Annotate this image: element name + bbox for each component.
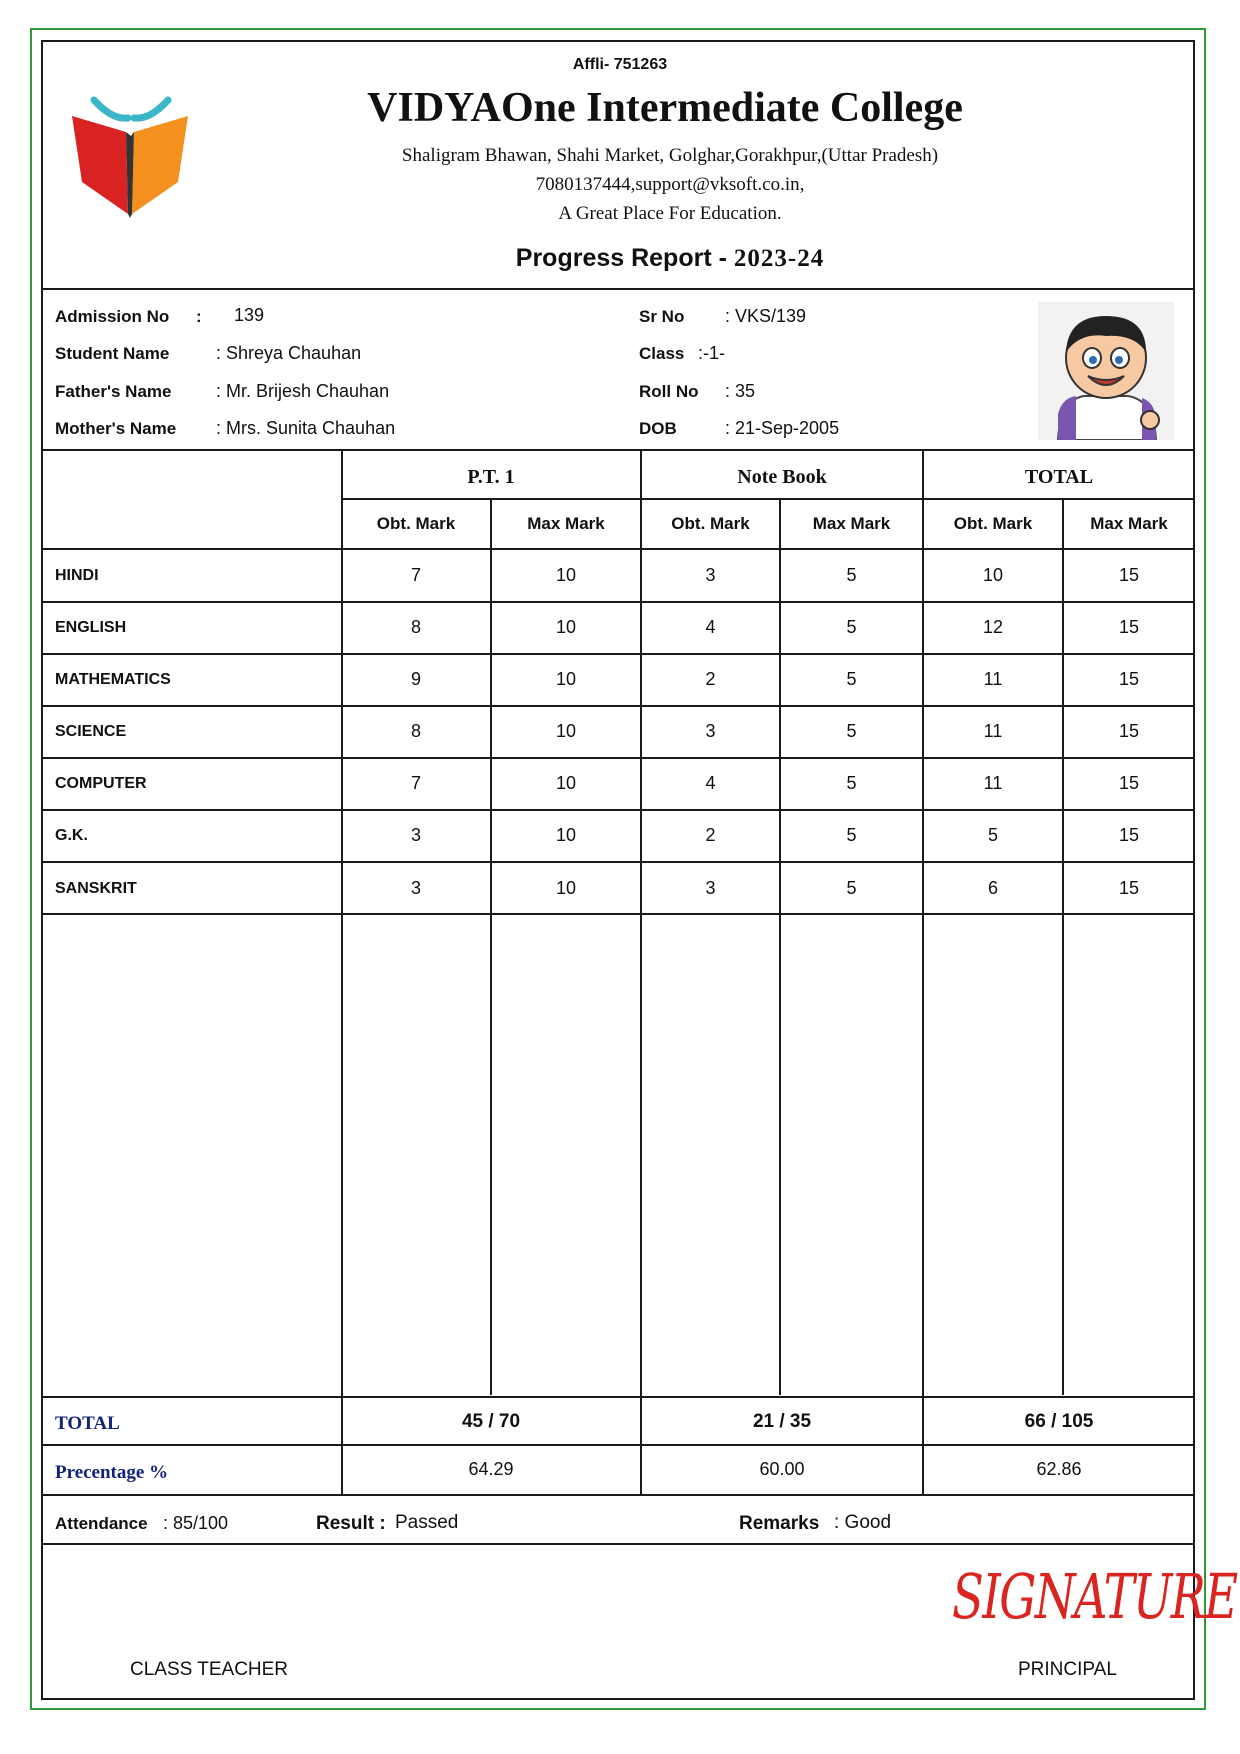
sub-header-max-mark: Max Mark [527,514,605,533]
subject-name: G.K. [55,827,88,844]
remarks-label: Remarks [739,1513,820,1534]
principal-signature: SIGNATURE [952,1560,1237,1633]
mark-cell: 10 [555,565,577,585]
attendance-label: Attendance [55,1514,148,1533]
roll-no-label: Roll No [639,382,699,401]
total-overall: 66 / 105 [1024,1411,1094,1432]
college-contact: 7080137444,support@vksoft.co.in, [535,174,805,195]
percentage-overall: 62.86 [1036,1459,1082,1479]
info-divider [42,449,1194,451]
row-divider [42,809,1194,811]
mark-cell: 5 [846,721,857,741]
sub-header-max-mark: Max Mark [1090,514,1168,533]
total-row-top [42,1396,1194,1398]
row-divider [42,653,1194,655]
subject-name: COMPUTER [55,775,147,792]
mark-cell: 10 [555,617,577,637]
mark-cell: 8 [410,617,421,637]
mark-cell: 10 [982,565,1004,585]
mark-cell: 3 [705,565,716,585]
mark-cell: 3 [705,878,716,898]
admission-no-sep: : [196,307,202,326]
mark-cell: 15 [1118,773,1140,793]
percentage-row-top [42,1444,1194,1446]
mark-cell: 5 [846,617,857,637]
group-header-notebook: Note Book [737,466,827,488]
class-teacher-label: CLASS TEACHER [130,1659,289,1680]
result-value: Passed [395,1512,459,1533]
report-title [0,244,1240,273]
mark-cell: 3 [705,721,716,741]
principal-label: PRINCIPAL [1018,1659,1117,1680]
mark-cell: 3 [410,825,421,845]
row-divider [42,913,1194,915]
mark-cell: 12 [982,617,1004,637]
percentage-notebook: 60.00 [759,1459,805,1479]
row-divider [42,705,1194,707]
attendance-value: : 85/100 [163,1513,229,1533]
remarks-value: : Good [834,1512,892,1533]
mark-cell: 11 [983,669,1003,689]
mark-cell: 10 [555,721,577,741]
report-title-label: Progress Report - [515,244,727,272]
affiliation-number: Affli- 751263 [572,56,668,73]
mark-cell: 8 [410,721,421,741]
father-name-value: : Mr. Brijesh Chauhan [216,381,390,401]
sr-no-label: Sr No [639,307,685,326]
mother-name-label: Mother's Name [55,419,177,438]
mark-cell: 10 [555,825,577,845]
mark-cell: 15 [1118,565,1140,585]
mark-cell: 5 [987,825,998,845]
mother-name-value: : Mrs. Sunita Chauhan [216,418,396,438]
table-bottom [42,1494,1194,1496]
sub-header-obt-mark: Obt. Mark [953,514,1033,533]
percentage-pt1: 64.29 [468,1459,514,1479]
result-label: Result : [316,1513,386,1534]
mark-cell: 5 [846,773,857,793]
student-name-value: : Shreya Chauhan [216,343,362,363]
mark-cell: 11 [983,773,1003,793]
college-address: Shaligram Bhawan, Shahi Market, Golghar,Gorakhpur,(Uttar Pradesh) [401,145,939,166]
mark-cell: 9 [410,669,421,689]
sub-header-obt-mark: Obt. Mark [376,514,456,533]
class-label: Class [639,344,685,363]
total-notebook: 21 / 35 [752,1411,812,1432]
sr-no-value: : VKS/139 [725,306,807,326]
admission-no-value: 139 [234,305,265,325]
group-header-divider [342,498,1194,500]
father-name-label: Father's Name [55,382,172,401]
mark-cell: 5 [846,669,857,689]
footer-divider [42,1543,1194,1545]
mark-cell: 15 [1118,878,1140,898]
mark-cell: 15 [1118,669,1140,689]
subject-name: ENGLISH [55,619,127,636]
sub-header-max-mark: Max Mark [812,514,891,533]
dob-value: : 21-Sep-2005 [725,418,840,438]
mark-cell: 15 [1118,617,1140,637]
sub-header-obt-mark: Obt. Mark [671,514,750,533]
college-name: VIDYAOne Intermediate College [367,85,963,131]
student-photo [1038,302,1174,440]
subject-name: SANSKRIT [55,880,137,897]
college-tagline: A Great Place For Education. [558,203,782,224]
table-header-bottom [42,548,1194,550]
total-label: TOTAL [55,1413,120,1434]
mark-cell: 4 [705,773,716,793]
mark-cell: 3 [410,878,421,898]
subject-name: MATHEMATICS [55,671,171,688]
row-divider [42,601,1194,603]
mark-cell: 10 [555,773,577,793]
mark-cell: 5 [846,565,857,585]
class-value: :-1- [698,343,725,363]
grid-line-pt1-end [640,450,642,1495]
student-name-label: Student Name [55,344,170,363]
grid-line-subject [341,450,343,1495]
percentage-label: Precentage % [55,1462,169,1483]
mark-cell: 11 [983,721,1003,741]
mark-cell: 10 [555,669,577,689]
group-header-pt1: P.T. 1 [467,466,515,488]
header-divider [42,288,1194,290]
mark-cell: 15 [1118,721,1140,741]
grid-line-notebook-end [922,450,924,1495]
mark-cell: 10 [555,878,577,898]
mark-cell: 2 [705,669,716,689]
group-header-total: TOTAL [1024,466,1094,488]
dob-label: DOB [639,419,677,438]
row-divider [42,861,1194,863]
mark-cell: 7 [410,773,421,793]
mark-cell: 6 [987,878,998,898]
row-divider [42,757,1194,759]
mark-cell: 4 [705,617,716,637]
subject-name: SCIENCE [55,723,127,740]
admission-no-label: Admission No [55,307,170,326]
subject-name: HINDI [55,567,99,584]
mark-cell: 2 [705,825,716,845]
total-pt1: 45 / 70 [461,1411,521,1432]
mark-cell: 5 [846,825,857,845]
mark-cell: 5 [846,878,857,898]
mark-cell: 7 [410,565,421,585]
report-session: 2023-24 [733,245,825,272]
mark-cell: 15 [1118,825,1140,845]
roll-no-value: : 35 [725,381,756,401]
